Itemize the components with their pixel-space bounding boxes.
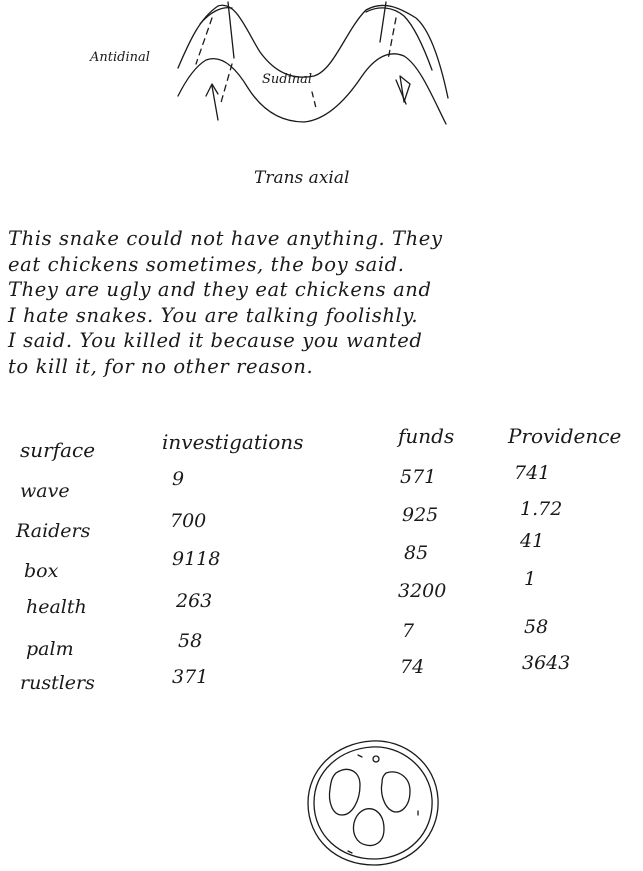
row-4-label: health bbox=[26, 596, 87, 618]
paragraph-line-5: I said. You killed it because you wanted bbox=[8, 329, 423, 352]
row-4-funds: 3200 bbox=[398, 580, 447, 602]
doodle-dot-1 bbox=[373, 756, 379, 762]
doodle-tick-1 bbox=[358, 755, 362, 757]
dashed-mark-2 bbox=[220, 64, 232, 106]
row-6-investigations: 371 bbox=[172, 666, 209, 688]
doodle-tick-3 bbox=[348, 851, 352, 853]
arrow-line-left bbox=[212, 86, 218, 120]
row-6-funds: 74 bbox=[400, 656, 425, 678]
paragraph-line-3: They are ugly and they eat chickens and bbox=[8, 278, 432, 301]
paragraph-line-1: This snake could not have anything. They bbox=[8, 227, 443, 250]
table-header-4: Providence bbox=[508, 424, 622, 448]
row-4-providence: 1 bbox=[524, 568, 537, 590]
paragraph-line-4: I hate snakes. You are talking foolishly. bbox=[8, 303, 419, 327]
arrow-head-right-icon bbox=[400, 76, 410, 102]
wave-inner-left bbox=[200, 8, 232, 24]
table-header-1: surface bbox=[20, 438, 96, 462]
label-trans-axial: Trans axial bbox=[254, 168, 350, 188]
row-1-providence: 741 bbox=[514, 462, 551, 484]
dashed-mark-1 bbox=[196, 18, 212, 64]
row-2-investigations: 700 bbox=[170, 510, 207, 532]
doodle-inner-ring bbox=[314, 747, 432, 859]
label-sudinal: Sudinal bbox=[262, 72, 313, 87]
row-4-investigations: 263 bbox=[176, 590, 213, 612]
row-3-funds: 85 bbox=[404, 542, 429, 564]
row-5-funds: 7 bbox=[402, 620, 415, 642]
row-5-investigations: 58 bbox=[178, 630, 203, 652]
table-header-2: investigations bbox=[162, 430, 304, 454]
doodle-blob-bottom bbox=[354, 809, 385, 846]
label-antidinal: Antidinal bbox=[90, 50, 150, 65]
handwritten-paragraph bbox=[8, 226, 638, 379]
row-1-label: wave bbox=[20, 480, 70, 502]
row-2-providence: 1.72 bbox=[520, 498, 563, 520]
row-1-investigations: 9 bbox=[172, 468, 185, 490]
row-2-label: Raiders bbox=[16, 520, 91, 542]
table-header-3: funds bbox=[398, 424, 455, 448]
row-5-label: palm bbox=[26, 638, 74, 660]
row-6-label: rustlers bbox=[20, 672, 95, 694]
paragraph-line-2: eat chickens sometimes, the boy said. bbox=[8, 252, 405, 276]
row-3-providence: 41 bbox=[520, 530, 545, 552]
dashed-mark-4 bbox=[312, 92, 316, 108]
row-6-providence: 3643 bbox=[522, 652, 571, 674]
doodle-blob-right bbox=[381, 772, 410, 812]
row-5-providence: 58 bbox=[524, 616, 549, 638]
circle-doodle-sketch bbox=[300, 735, 445, 871]
row-3-label: box bbox=[24, 560, 59, 582]
paragraph-line-6: to kill it, for no other reason. bbox=[8, 354, 314, 378]
row-1-funds: 571 bbox=[400, 466, 437, 488]
wave-curve-lower bbox=[178, 54, 446, 124]
doodle-blob-left bbox=[330, 769, 361, 815]
row-3-investigations: 9118 bbox=[172, 548, 221, 570]
row-2-funds: 925 bbox=[402, 504, 439, 526]
